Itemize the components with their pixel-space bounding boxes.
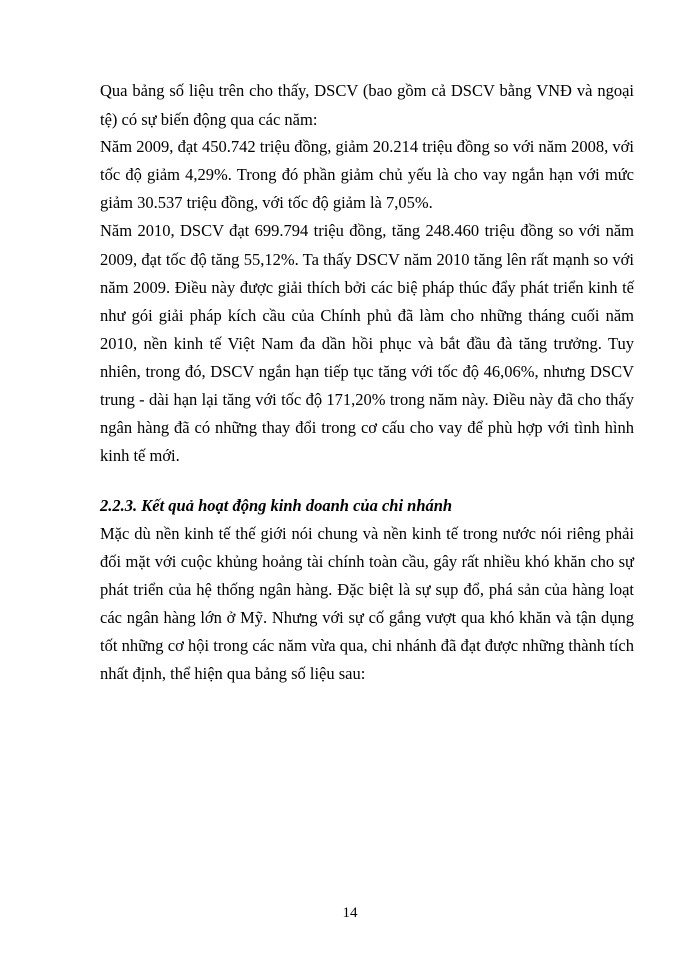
text-line: các ngân hàng lớn ở Mỹ. Nhưng với sự cố gắng vượt qua khó khăn và tận dụng — [100, 608, 634, 627]
text-line: tốt những cơ hội trong các năm vừa qua, chi nhánh đã đạt được những thành tích — [100, 636, 634, 655]
text-line: Mặc dù nền kinh tế thế giới nói chung và nền kinh tế trong nước nói riêng phải — [100, 524, 634, 543]
text-line: đối mặt với cuộc khủng hoảng tài chính toàn cầu, gây rất nhiều khó khăn cho sự — [100, 552, 634, 571]
text-line: ngân hàng đã có những thay đổi trong cơ cấu cho vay để phù hợp với tình hình — [100, 418, 634, 437]
text-line: 2009, đạt tốc độ tăng 55,12%. Ta thấy DSCV năm 2010 tăng lên rất mạnh so với — [100, 250, 634, 269]
text-line: nhất định, thể hiện qua bảng số liệu sau: — [100, 664, 366, 683]
text-line: giảm 30.537 triệu đồng, với tốc độ giảm là 7,05%. — [100, 193, 433, 212]
section-heading: 2.2.3. Kết quả hoạt động kinh doanh của chi nhánh — [100, 496, 453, 515]
page-number: 14 — [342, 905, 358, 921]
text-line: 2010, nền kinh tế Việt Nam đa dần hồi phục và bắt đầu đà tăng trưởng. Tuy — [100, 334, 634, 353]
text-line: năm 2009. Điều này được giải thích bởi các biệ pháp thúc đẩy phát triển kinh tế — [100, 278, 634, 297]
text-line: tệ) có sự biến động qua các năm: — [100, 110, 318, 129]
text-line: Năm 2010, DSCV đạt 699.794 triệu đồng, tăng 248.460 triệu đồng so với năm — [100, 221, 634, 240]
text-line: như gói giải pháp kích cầu của Chính phủ đã làm cho những tháng cuối năm — [100, 306, 634, 325]
text-line: nhiên, trong đó, DSCV ngắn hạn tiếp tục tăng với tốc độ 46,06%, nhưng DSCV — [100, 362, 634, 381]
text-line: phát triển của hệ thống ngân hàng. Đặc biệt là sự sụp đổ, phá sản của hàng loạt — [100, 580, 634, 599]
text-line: Qua bảng số liệu trên cho thấy, DSCV (bao gồm cả DSCV bằng VNĐ và ngoại — [100, 81, 634, 100]
text-line: kinh tế mới. — [100, 446, 180, 465]
text-line: tốc độ giảm 4,29%. Trong đó phần giảm chủ yếu là cho vay ngắn hạn với mức — [100, 165, 634, 184]
text-line: trung - dài hạn lại tăng với tốc độ 171,20% trong năm này. Điều này đã cho thấy — [100, 390, 634, 409]
text-line: Năm 2009, đạt 450.742 triệu đồng, giảm 20.214 triệu đồng so với năm 2008, với — [100, 137, 634, 156]
